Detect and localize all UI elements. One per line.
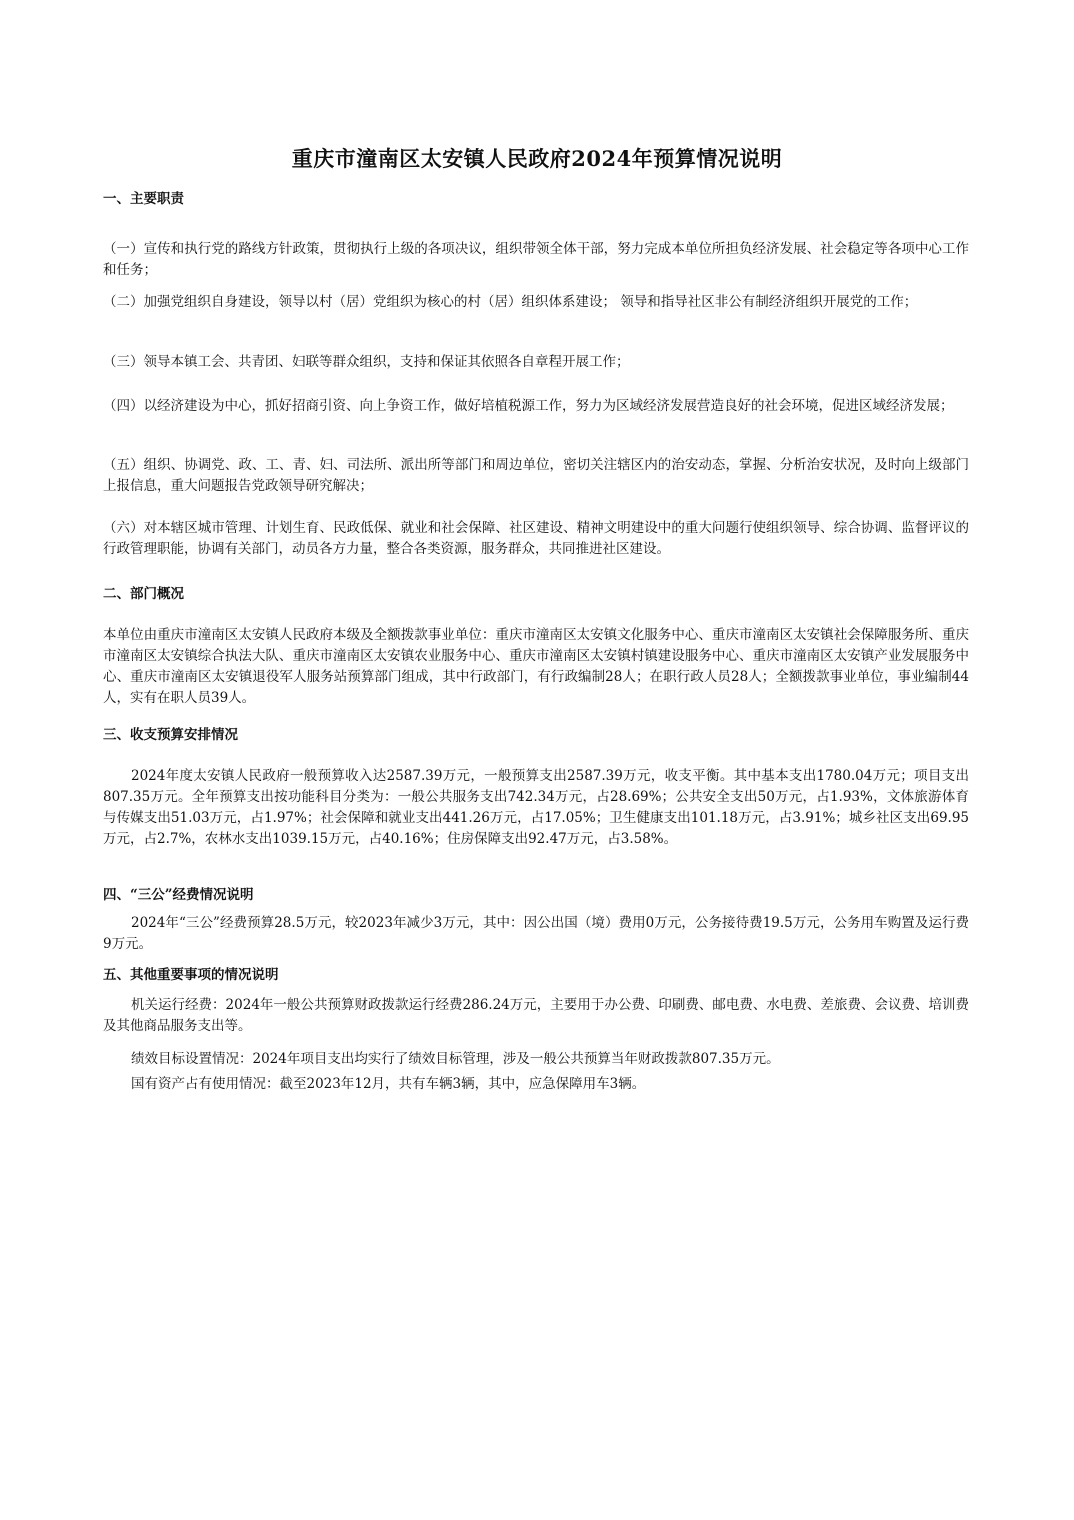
department-overview-text: 本单位由重庆市潼南区太安镇人民政府本级及全额拨款事业单位：重庆市潼南区太安镇文化服务中心、重庆市潼南区太安镇社会保障服务所、重庆市潼南区太安镇综合执法大队、重庆市潼南区太安镇农业服务中心、重庆市潼南区太安镇村镇建设服务中心、重庆市潼南区太安镇产业发展服务中心、重庆市潼南区太安镇退役军人服务站预算部门组成，其中行政部门，有行政编制28人；在职行政人员28人；全额拨款事业单位，事业编制44人，实有在职人员39人。: [103, 627, 969, 706]
duty-item-1: （一）宣传和执行党的路线方针政策，贯彻执行上级的各项决议，组织带领全体干部，努力完成本单位所担负经济发展、社会稳定等各项中心工作和任务；: [103, 241, 969, 278]
state-assets-text: 国有资产占有使用情况：截至2023年12月，共有车辆3辆，其中，应急保障用车3辆。: [131, 1076, 646, 1092]
section-heading-three-public: 四、“三公”经费情况说明: [103, 887, 254, 903]
budget-arrangement-text: 2024年度太安镇人民政府一般预算收入达2587.39万元，一般预算支出2587.39万元，收支平衡。其中基本支出1780.04万元；项目支出807.35万元。全年预算支出按功能科目分类为：一般公共服务支出742.34万元，占28.69%；公共安全支出50万元，占1.93%，文体旅游体育与传媒支出51.03万元，占1.97%；社会保障和就业支出441.26万元，占17.05%；卫生健康支出101.18万元，占3.91%；城乡社区支出69.95万元，占2.7%，农林水支出1039.15万元，占40.16%；住房保障支出92.47万元，占3.58%。: [103, 768, 969, 847]
duty-item-4: （四）以经济建设为中心，抓好招商引资、向上争资工作，做好培植税源工作，努力为区域经济发展营造良好的社会环境，促进区域经济发展；: [103, 398, 954, 414]
duty-item-2: （二）加强党组织自身建设，领导以村（居）党组织为核心的村（居）组织体系建设； 领导和指导社区非公有制经济组织开展党的工作；: [103, 294, 918, 310]
performance-targets-text: 绩效目标设置情况：2024年项目支出均实行了绩效目标管理，涉及一般公共预算当年财政拨款807.35万元。: [131, 1051, 780, 1067]
section-heading-duties: 一、主要职责: [103, 191, 184, 207]
three-public-expenses-text: 2024年“三公”经费预算28.5万元，较2023年减少3万元，其中：因公出国（境）费用0万元，公务接待费19.5万元，公务用车购置及运行费9万元。: [103, 915, 969, 952]
duty-item-6: （六）对本辖区城市管理、计划生育、民政低保、就业和社会保障、社区建设、精神文明建设中的重大问题行使组织领导、综合协调、监督评议的行政管理职能，协调有关部门，动员各方力量，整合各类资源，服务群众，共同推进社区建设。: [103, 520, 969, 557]
section-heading-other-matters: 五、其他重要事项的情况说明: [103, 967, 279, 983]
duty-item-3: （三）领导本镇工会、共青团、妇联等群众组织，支持和保证其依照各自章程开展工作；: [103, 354, 630, 370]
section-heading-budget: 三、收支预算安排情况: [103, 727, 238, 743]
document-title: 重庆市潼南区太安镇人民政府2024年预算情况说明: [291, 146, 783, 171]
operating-expenses-text: 机关运行经费：2024年一般公共预算财政拨款运行经费286.24万元，主要用于办公费、印刷费、邮电费、水电费、差旅费、会议费、培训费及其他商品服务支出等。: [103, 997, 969, 1034]
section-heading-overview: 二、部门概况: [103, 586, 184, 602]
duty-item-5: （五）组织、协调党、政、工、青、妇、司法所、派出所等部门和周边单位，密切关注辖区内的治安动态，掌握、分析治安状况，及时向上级部门上报信息，重大问题报告党政领导研究解决；: [103, 457, 969, 494]
